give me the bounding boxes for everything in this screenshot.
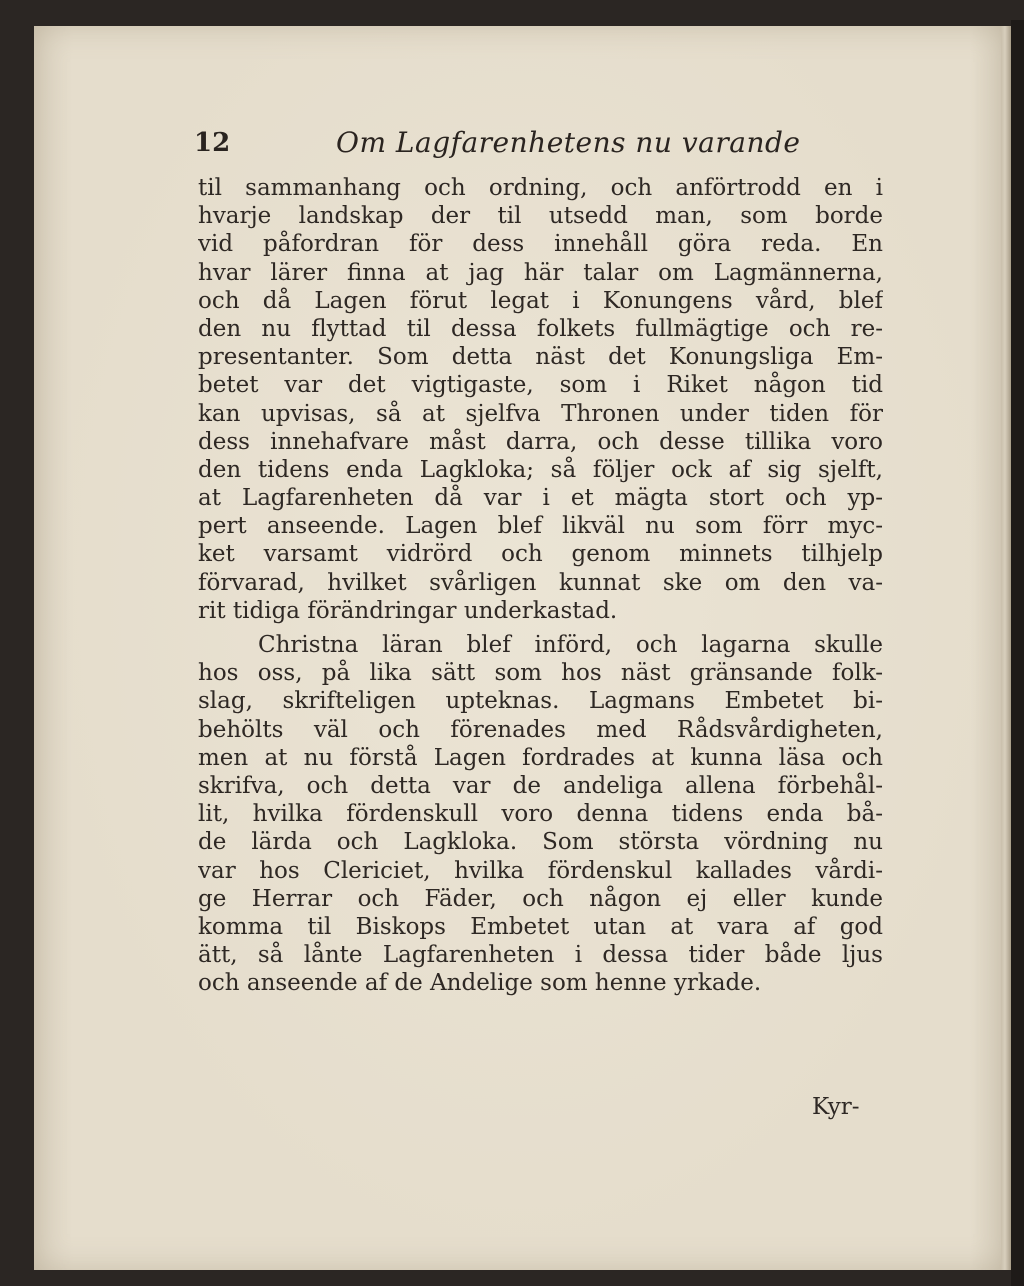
text-line: pert anseende. Lagen blef likväl nu som förr myc- [198, 513, 883, 540]
text-line: men at nu förstå Lagen fordrades at kunna läsa och [198, 744, 883, 771]
text-line: at Lagfarenheten då var i et mägta stort och yp- [198, 485, 883, 512]
text-line: slag, skrifteligen upteknas. Lagmans Embetet bi- [198, 688, 883, 715]
text-line: vid påfordran för dess innehåll göra reda. En [198, 231, 883, 258]
text-line: presentanter. Som detta näst det Konungsliga Em- [198, 344, 883, 371]
text-line: ket varsamt vidrörd och genom minnets tilhjelp [198, 541, 883, 568]
text-line: Christna läran blef införd, och lagarna skulle [258, 632, 883, 658]
text-line: var hos Clericiet, hvilka fördenskul kallades vårdi- [198, 857, 883, 884]
text-line: förvarad, hvilket svårligen kunnat ske om den va- [198, 569, 883, 596]
catchword: Kyr- [812, 1094, 860, 1120]
text-line: den tidens enda Lagkloka; så följer ock af sig sjelft, [198, 456, 883, 483]
text-line: behölts väl och förenades med Rådsvårdigheten, [198, 716, 883, 743]
text-line: ätt, så lånte Lagfarenheten i dessa tider både ljus [198, 942, 883, 969]
text-line: til sammanhang och ordning, och anförtrodd en i [198, 175, 883, 201]
text-line: kan upvisas, så at sjelfva Thronen under tiden för [198, 400, 883, 427]
text-line: skrifva, och detta var de andeliga allena förbehål- [198, 772, 883, 799]
text-line: lit, hvilka fördenskull voro denna tidens enda bå- [198, 801, 883, 828]
text-line: hvarje landskap der til utsedd man, som borde [198, 203, 883, 230]
paragraph-2 [198, 631, 883, 997]
text-line: komma til Biskops Embetet utan at vara af god [198, 913, 883, 940]
page-header [194, 120, 894, 160]
text-line: betet var det vigtigaste, som i Riket någon tid [198, 372, 883, 399]
text-line: rit tidiga förändringar underkastad. [198, 597, 618, 624]
text-line: och då Lagen förut legat i Konungens vård, blef [198, 287, 883, 314]
running-head: Om Lagfarenhetens nu varande [336, 126, 801, 159]
text-line: de lärda och Lagkloka. Som största vördning nu [198, 829, 883, 856]
text-line: hos oss, på lika sätt som hos näst gränsande folk- [198, 660, 883, 687]
body-text [198, 174, 883, 997]
text-line: hvar lärer finna at jag här talar om Lagmännerna, [198, 259, 883, 286]
text-line: och anseende af de Andelige som henne yrkade. [198, 970, 762, 997]
text-line: dess innehafvare måst darra, och desse tillika voro [198, 428, 883, 455]
paragraph-1 [198, 174, 883, 625]
page-number: 12 [194, 128, 231, 158]
text-line: ge Herrar och Fäder, och någon ej eller kunde [198, 885, 883, 912]
book-edge [1011, 20, 1024, 1286]
page-gutter [1001, 26, 1011, 1270]
text-line: den nu flyttad til dessa folkets fullmägtige och re- [198, 315, 883, 342]
